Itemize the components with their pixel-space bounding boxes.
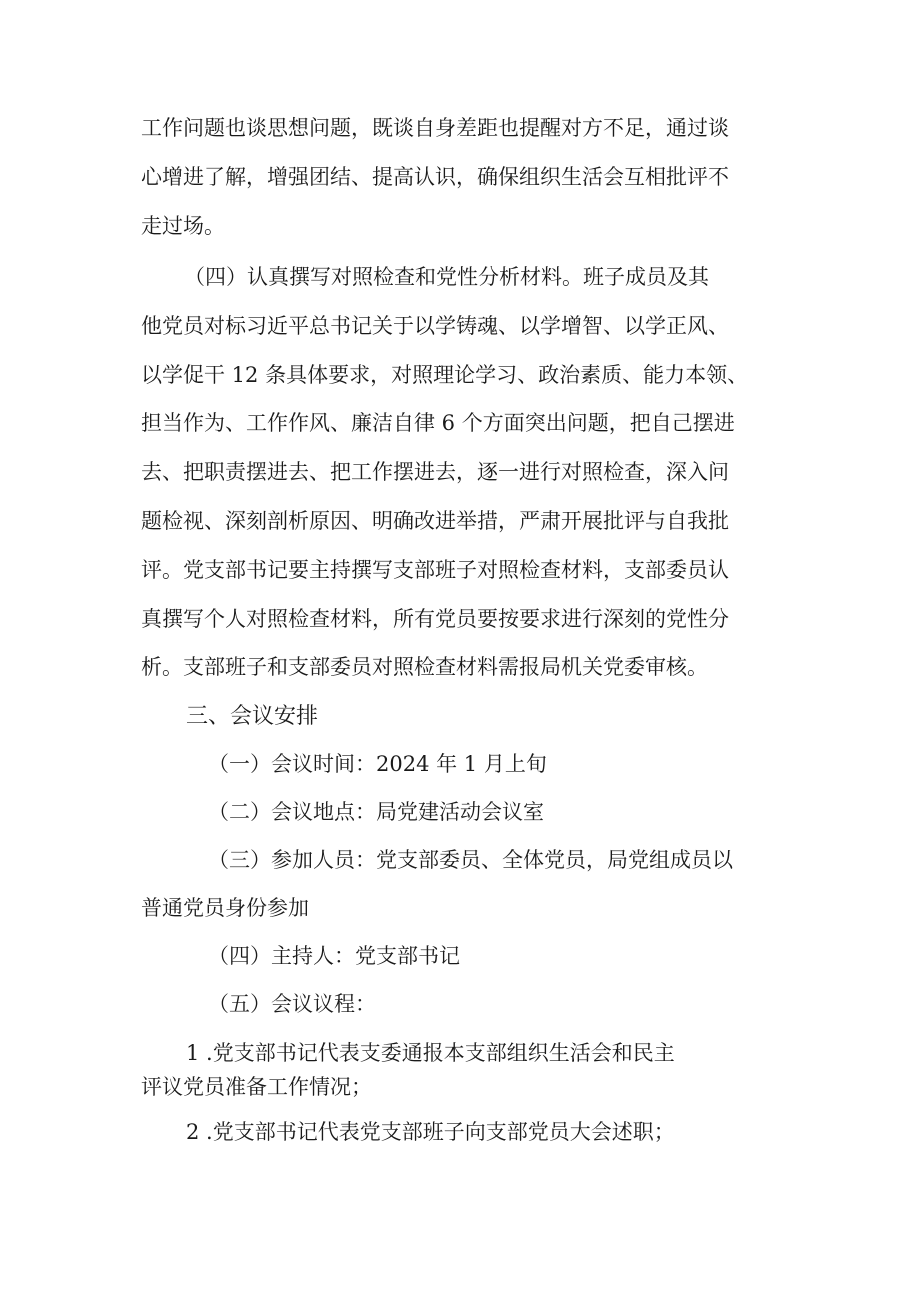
paragraph-four-line: 以学促干 12 条具体要求，对照理论学习、政治素质、能力本领、 [141,363,749,387]
text-line: 心增进了解，增强团结、提高认识，确保组织生活会互相批评不 [141,165,729,189]
meeting-participants: （三）参加人员：党支部委员、全体党员，局党组成员以 [208,848,733,872]
meeting-place: （二）会议地点：局党建活动会议室 [208,800,544,824]
agenda-item-2: 2 .党支部书记代表党支部班子向支部党员大会述职； [186,1120,675,1144]
meeting-agenda: （五）会议议程： [208,992,376,1016]
paragraph-four-line: 担当作为、工作作风、廉洁自律 6 个方面突出问题，把自己摆进 [141,411,735,435]
meeting-time: （一）会议时间：2024 年 1 月上旬 [208,752,547,776]
paragraph-four-line: （四）认真撰写对照检查和党性分析材料。班子成员及其 [184,265,709,289]
paragraph-four-line: 题检视、深刻剖析原因、明确改进举措，严肃开展批评与自我批 [141,509,729,533]
meeting-participants-cont: 普通党员身份参加 [141,896,309,920]
paragraph-four-line: 去、把职责摆进去、把工作摆进去，逐一进行对照检查，深入问 [141,460,729,484]
text-line: 工作问题也谈思想问题，既谈自身差距也提醒对方不足，通过谈 [141,116,729,140]
paragraph-four-line: 析。支部班子和支部委员对照检查材料需报局机关党委审核。 [141,655,708,679]
paragraph-four-line: 他党员对标习近平总书记关于以学铸魂、以学增智、以学正风、 [141,314,729,338]
paragraph-four-line: 评。党支部书记要主持撰写支部班子对照检查材料，支部委员认 [141,558,729,582]
paragraph-four-line: 真撰写个人对照检查材料，所有党员要按要求进行深刻的党性分 [141,607,729,631]
text-line: 走过场。 [141,214,225,238]
meeting-host: （四）主持人：党支部书记 [208,944,460,968]
agenda-item-1-cont: 评议党员准备工作情况； [141,1075,372,1099]
section-heading: 三、会议安排 [186,704,319,729]
agenda-item-1: 1 .党支部书记代表支委通报本支部组织生活会和民主 [186,1041,675,1065]
